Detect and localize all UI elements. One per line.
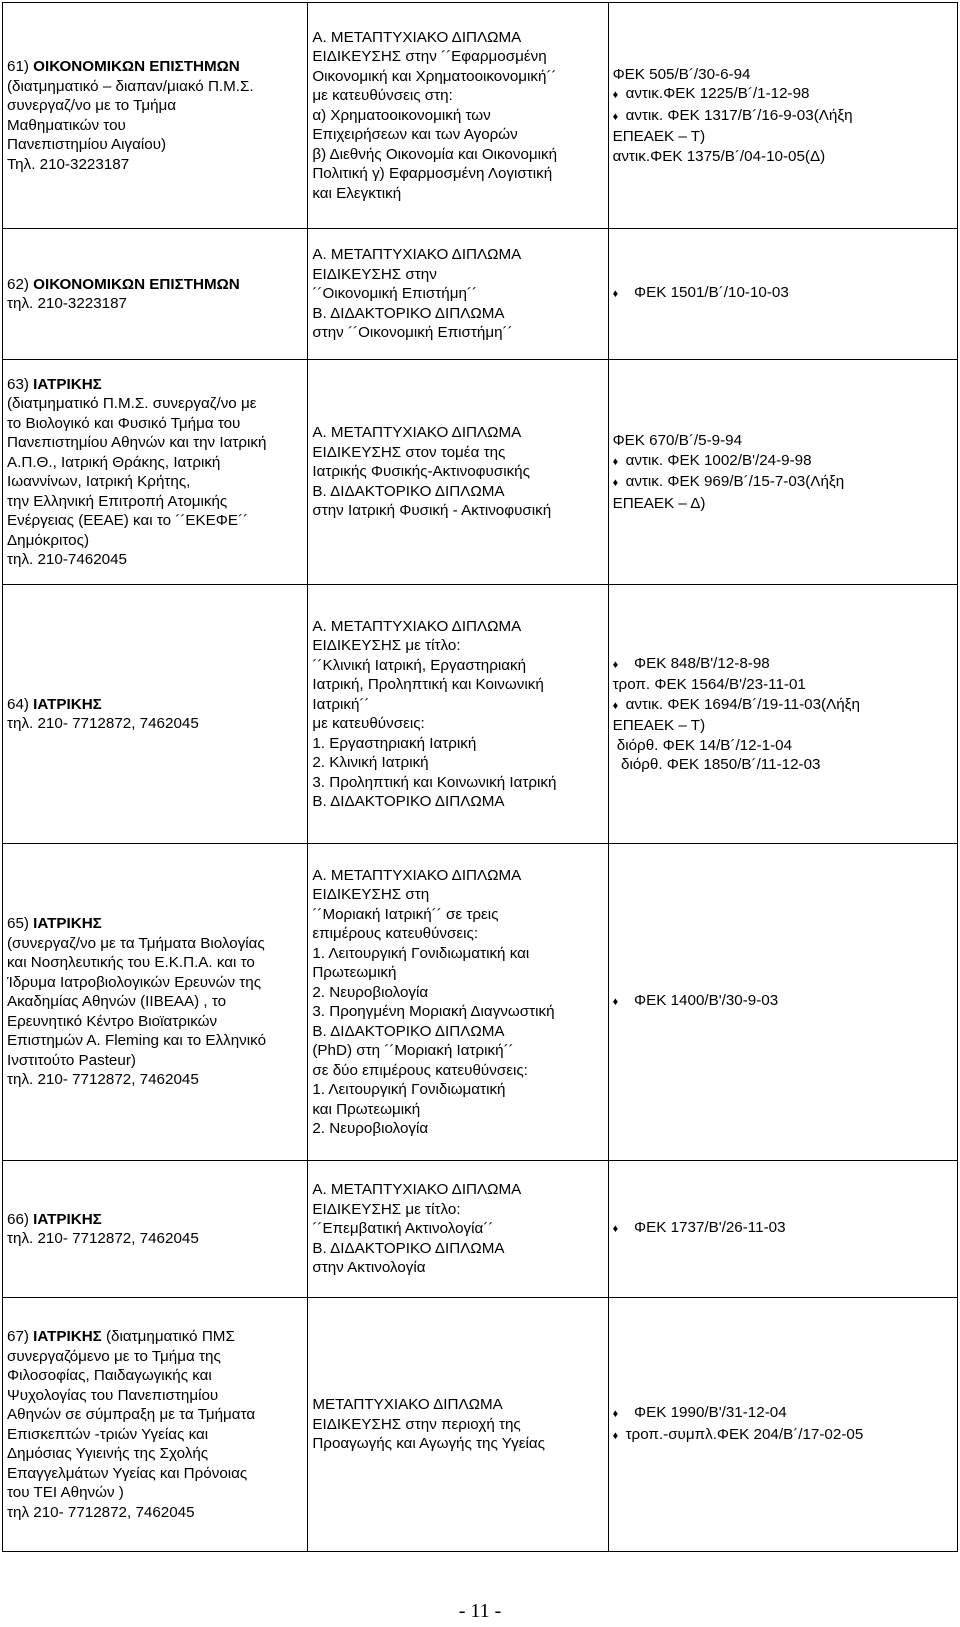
degree-line: 3. Προληπτική και Κοινωνική Ιατρική [312,773,557,791]
gazette-cell [608,360,957,585]
degree-line: α) Χρηματοοικονομική των [312,106,491,124]
table-row [3,1161,958,1298]
gazette-text: αντικ. ΦΕΚ 1002/Β'/24-9-98 [625,451,812,469]
degree-line: Πρωτεωμική [312,964,397,981]
department-text: Επαγγελμάτων Υγείας και Πρόνοιας [7,1464,248,1482]
department-line [7,1464,303,1484]
department-name: ΟΙΚΟΝΟΜΙΚΩΝ ΕΠΙΣΤΗΜΩΝ [33,275,240,293]
department-line [7,1051,303,1071]
department-cell [3,844,308,1161]
degree-line: ΕΙΔΙΚΕΥΣΗΣ στον τομέα της [312,443,506,461]
department-text: Δημόσιας Υγιεινής της Σχολής [7,1445,209,1462]
gazette-cell [608,3,957,229]
department-text: 66) [7,1210,34,1228]
degree-line: Β. ΔΙΔΑΚΤΟΡΙΚΟ ΔΙΠΛΩΜΑ [312,793,505,810]
diamond-bullet-icon: ♦ [612,996,619,1009]
gazette-line [613,675,953,695]
department-text: τηλ. 210-7462045 [7,551,128,568]
degree-line: ΕΙΔΙΚΕΥΣΗΣ με τίτλο: [312,1200,461,1218]
degree-line: Α. ΜΕΤΑΠΤΥΧΙΑΚΟ ΔΙΠΛΩΜΑ [312,1181,522,1199]
department-line [7,116,303,136]
department-line [7,992,303,1012]
gazette-line [613,283,953,305]
diamond-bullet-icon: ♦ [612,477,619,489]
department-line [7,973,303,993]
degree-cell [308,229,608,360]
department-text: (διατμηματικό – διαπαν/μιακό Π.Μ.Σ. [7,77,254,95]
gazette-line [613,736,953,756]
department-line [7,1347,303,1367]
department-line [7,77,303,97]
department-line [7,375,303,395]
degree-line: ´´Οικονομική Επιστήμη´´ [312,285,478,303]
department-line [7,695,303,715]
degree-line: ΕΙΔΙΚΕΥΣΗΣ στην περιοχή της [312,1415,521,1433]
department-line [7,433,303,453]
department-cell [3,1161,308,1298]
department-text: (συνεργαζ/νο με τα Τμήματα Βιολογίας [7,934,265,952]
gazette-line [613,716,953,736]
gazette-line [613,991,953,1013]
department-line [7,914,303,934]
department-line [7,934,303,954]
department-line [7,96,303,116]
gazette-text: ΕΠΕΑΕΚ – Δ) [612,494,706,512]
degree-line: ΜΕΤΑΠΤΥΧΙΑΚΟ ΔΙΠΛΩΜΑ [312,1396,503,1414]
department-text: τηλ. 210- 7712872, 7462045 [7,715,199,732]
department-name: ΙΑΤΡΙΚΗΣ [33,915,102,933]
department-text: τηλ. 210- 7712872, 7462045 [7,1071,199,1089]
degree-line: Β. ΔΙΔΑΚΤΟΡΙΚΟ ΔΙΠΛΩΜΑ [312,482,505,500]
degree-cell [308,3,608,229]
department-name: ΙΑΤΡΙΚΗΣ [33,375,102,393]
department-text: Τηλ. 210-3223187 [7,155,130,173]
department-text: Μαθηματικών του [7,116,126,134]
department-line [7,531,303,551]
degree-line: Α. ΜΕΤΑΠΤΥΧΙΑΚΟ ΔΙΠΛΩΜΑ [312,617,522,635]
department-cell [3,360,308,585]
department-text: και Νοσηλευτικής του Ε.Κ.Π.Α. και το [7,954,255,972]
gazette-text: ΦΕΚ 1990/Β'/31-12-04 [625,1404,787,1421]
department-text: Πανεπιστημίου Αιγαίου) [7,136,167,153]
degree-line: ΕΙΔΙΚΕΥΣΗΣ στη [312,886,430,903]
gazette-line [613,472,953,494]
department-line [7,394,303,414]
degree-line: στην Ακτινολογία [312,1259,426,1277]
department-text: Ακαδημίας Αθηνών (ΙΙΒΕΑΑ) , το [7,993,227,1011]
gazette-cell [608,585,957,844]
gazette-line [613,654,953,676]
department-cell [3,3,308,229]
degree-line: Α. ΜΕΤΑΠΤΥΧΙΑΚΟ ΔΙΠΛΩΜΑ [312,866,522,884]
gazette-cell [608,1298,957,1552]
degree-line: 2. Νευροβιολογία [312,983,429,1001]
department-line [7,714,303,734]
degree-line: 2. Κλινική Ιατρική [312,754,429,771]
gazette-text: ΦΕΚ 505/Β´/30-6-94 [612,65,751,83]
diamond-bullet-icon: ♦ [612,658,619,671]
department-text: τηλ. 210- 7712872, 7462045 [7,1230,199,1247]
department-text: του ΤΕΙ Αθηνών ) [7,1484,124,1501]
department-text: Ινστιτούτο Pasteur) [7,1051,136,1069]
gazette-text: αντικ.ΦΕΚ 1375/Β´/04-10-05(Δ) [612,147,826,165]
department-line [7,1503,303,1523]
department-line [7,472,303,492]
degree-line: με κατευθύνσεις στη: [312,87,453,105]
department-line [7,414,303,434]
department-line [7,550,303,570]
department-line [7,1366,303,1386]
gazette-text: ΕΠΕΑΕΚ – Τ) [612,128,706,146]
department-line [7,1405,303,1425]
department-text: 67) [7,1328,34,1345]
department-line [7,1031,303,1051]
department-line [7,1070,303,1090]
degree-line: Επιχειρήσεων και των Αγορών [312,126,518,144]
gazette-text: διόρθ. ΦΕΚ 1850/Β´/11-12-03 [612,756,821,773]
department-name: ΟΙΚΟΝΟΜΙΚΩΝ ΕΠΙΣΤΗΜΩΝ [33,58,240,75]
degree-line: με κατευθύνσεις: [312,715,425,732]
gazette-text: ΦΕΚ 1737/Β'/26-11-03 [625,1219,786,1237]
department-text: (διατμηματικό ΠΜΣ [101,1328,235,1345]
table-row [3,229,958,360]
degree-line: Β. ΔΙΔΑΚΤΟΡΙΚΟ ΔΙΠΛΩΜΑ [312,1239,505,1257]
department-text: Ιωαννίνων, Ιατρική Κρήτης, [7,473,191,490]
department-text: 64) [7,695,34,713]
department-text: το Βιολογικό και Φυσικό Τμήμα του [7,414,241,432]
page-number: - 11 - [458,1600,502,1622]
programs-table [2,2,958,1552]
gazette-line [613,127,953,147]
gazette-line [613,106,953,128]
degree-line: ΕΙΔΙΚΕΥΣΗΣ στην ´´Εφαρμοσμένη [312,48,547,66]
gazette-text: αντικ. ΦΕΚ 1317/Β´/16-9-03(Λήξη [625,106,853,124]
degree-line: ´´Κλινική Ιατρική, Εργαστηριακή [312,656,527,674]
degree-line: Ιατρικής Φυσικής-Ακτινοφυσικής [312,463,530,481]
degree-line: ΕΙΔΙΚΕΥΣΗΣ με τίτλο: [312,637,461,654]
gazette-line [613,695,953,717]
department-text: Ερευνητικό Κέντρο Βιοϊατρικών [7,1012,218,1030]
gazette-line [613,451,953,473]
gazette-line [613,1403,953,1425]
degree-line: 1. Λειτουργική Γονιδιωματική και [312,944,530,962]
gazette-text: τροπ.-συμπλ.ΦΕΚ 204/Β´/17-02-05 [625,1425,864,1443]
degree-line: στην ´´Οικονομική Επιστήμη´´ [312,324,513,342]
department-line [7,1386,303,1406]
gazette-text: ΦΕΚ 1400/Β'/30-9-03 [625,992,779,1010]
department-line [7,1425,303,1445]
degree-line: 3. Προηγμένη Μοριακή Διαγνωστική [312,1003,555,1020]
department-line [7,1483,303,1503]
degree-line: ´´Επεμβατική Ακτινολογία´´ [312,1220,494,1238]
degree-line: 2. Νευροβιολογία [312,1120,429,1137]
gazette-cell [608,1161,957,1298]
degree-line: Α. ΜΕΤΑΠΤΥΧΙΑΚΟ ΔΙΠΛΩΜΑ [312,28,522,46]
gazette-line [613,494,953,514]
department-text: τηλ. 210-3223187 [7,295,128,312]
department-line [7,135,303,155]
degree-line: Οικονομική και Χρηματοοικονομική´´ [312,67,557,85]
gazette-text: ΦΕΚ 1501/Β´/10-10-03 [625,284,789,302]
department-line [7,1210,303,1230]
degree-line: Α. ΜΕΤΑΠΤΥΧΙΑΚΟ ΔΙΠΛΩΜΑ [312,424,522,442]
gazette-text: αντικ. ΦΕΚ 969/Β´/15-7-03(Λήξη [625,473,845,490]
diamond-bullet-icon: ♦ [612,1223,619,1236]
degree-line: β) Διεθνής Οικονομία και Οικονομική [312,145,558,163]
degree-line: Α. ΜΕΤΑΠΤΥΧΙΑΚΟ ΔΙΠΛΩΜΑ [312,246,522,264]
department-text: 61) [7,58,34,75]
department-line [7,1444,303,1464]
degree-line: σε δύο επιμέρους κατευθύνσεις: [312,1061,528,1079]
degree-line: Προαγωγής και Αγωγής της Υγείας [312,1435,545,1453]
degree-line: Ιατρική, Προληπτική και Κοινωνική [312,676,544,693]
table-row [3,844,958,1161]
diamond-bullet-icon: ♦ [612,110,619,123]
diamond-bullet-icon: ♦ [612,699,619,712]
degree-line: Ιατρική´´ [312,695,370,713]
gazette-text: ΕΠΕΑΕΚ – Τ) [612,717,706,734]
gazette-line [613,1425,953,1447]
department-line [7,1229,303,1249]
degree-line: 1. Λειτουργική Γονιδιωματική [312,1081,506,1098]
department-text: Α.Π.Θ., Ιατρική Θράκης, Ιατρική [7,453,221,471]
gazette-cell [608,844,957,1161]
degree-line: Πολιτική γ) Εφαρμοσμένη Λογιστική [312,165,553,183]
department-text: Αθηνών σε σύμπραξη με τα Τμήματα [7,1406,256,1423]
department-text: 62) [7,275,34,293]
gazette-cell [608,229,957,360]
department-line [7,155,303,175]
department-text: (διατμηματικό Π.Μ.Σ. συνεργαζ/νο με [7,395,257,412]
diamond-bullet-icon: ♦ [612,89,619,102]
degree-line: ´´Μοριακή Ιατρική´´ σε τρεις [312,905,499,923]
degree-line: 1. Εργαστηριακή Ιατρική [312,734,477,752]
degree-line: και Ελεγκτική [312,184,402,202]
department-line [7,1327,303,1347]
degree-line: Β. ΔΙΔΑΚΤΟΡΙΚΟ ΔΙΠΛΩΜΑ [312,304,505,322]
gazette-line [613,65,953,85]
diamond-bullet-icon: ♦ [612,1408,619,1420]
department-text: 65) [7,915,34,933]
department-text: 63) [7,375,34,393]
department-text: Ψυχολογίας του Πανεπιστημίου [7,1386,219,1404]
department-text: Επιστημών Α. Fleming και το Ελληνικό [7,1032,267,1050]
degree-line: και Πρωτεωμική [312,1100,421,1118]
degree-cell [308,844,608,1161]
table-row [3,3,958,229]
gazette-line [613,147,953,167]
table-row [3,585,958,844]
department-line [7,492,303,512]
diamond-bullet-icon: ♦ [612,455,619,468]
department-text: Επισκεπτών -τριών Υγείας και [7,1425,209,1443]
gazette-text: αντικ.ΦΕΚ 1225/Β´/1-12-98 [625,85,810,103]
gazette-text: ΦΕΚ 670/Β´/5-9-94 [612,432,743,449]
department-text: Δημόκριτος) [7,531,90,549]
gazette-line [613,755,953,775]
table-row [3,360,958,585]
department-text: την Ελληνική Επιτροπή Ατομικής [7,492,228,510]
gazette-text: ΦΕΚ 848/Β'/12-8-98 [625,654,770,672]
degree-cell [308,1298,608,1552]
degree-line: επιμέρους κατευθύνσεις: [312,925,479,942]
degree-cell [308,1161,608,1298]
degree-cell [308,585,608,844]
diamond-bullet-icon: ♦ [612,1429,619,1442]
gazette-text: αντικ. ΦΕΚ 1694/Β´/19-11-03(Λήξη [625,695,860,713]
department-text: τηλ 210- 7712872, 7462045 [7,1503,195,1521]
department-line [7,1012,303,1032]
department-text: Ενέργειας (ΕΕΑΕ) και το ´´ΕΚΕΦΕ´´ [7,512,249,529]
gazette-text: διόρθ. ΦΕΚ 14/Β´/12-1-04 [612,736,793,754]
department-name: ΙΑΤΡΙΚΗΣ [33,695,102,713]
department-line [7,294,303,314]
department-line [7,511,303,531]
department-line [7,57,303,77]
degree-line: ΕΙΔΙΚΕΥΣΗΣ στην [312,265,437,283]
degree-cell [308,360,608,585]
department-line [7,453,303,473]
gazette-line [613,1218,953,1240]
department-text: Πανεπιστημίου Αθηνών και την Ιατρική [7,434,267,451]
department-text: συνεργαζ/νο με το Τμήμα [7,97,177,114]
gazette-text: τροπ. ΦΕΚ 1564/Β'/23-11-01 [612,676,806,693]
degree-line: Β. ΔΙΔΑΚΤΟΡΙΚΟ ΔΙΠΛΩΜΑ [312,1022,505,1040]
department-text: Φιλοσοφίας, Παιδαγωγικής και [7,1367,212,1384]
department-name: ΙΑΤΡΙΚΗΣ [33,1210,102,1228]
department-name: ΙΑΤΡΙΚΗΣ [33,1328,102,1345]
department-text: Ίδρυμα Ιατροβιολογικών Ερευνών της [7,973,262,991]
gazette-line [613,84,953,106]
gazette-line [613,431,953,451]
department-cell [3,229,308,360]
department-line [7,275,303,295]
department-line [7,953,303,973]
department-cell [3,585,308,844]
department-text: συνεργαζόμενο με το Τμήμα της [7,1347,221,1365]
degree-line: (PhD) στη ´´Μοριακή Ιατρική´´ [312,1042,514,1059]
diamond-bullet-icon: ♦ [612,288,619,301]
degree-line: στην Ιατρική Φυσική - Ακτινοφυσική [312,502,552,520]
table-row [3,1298,958,1552]
department-cell [3,1298,308,1552]
